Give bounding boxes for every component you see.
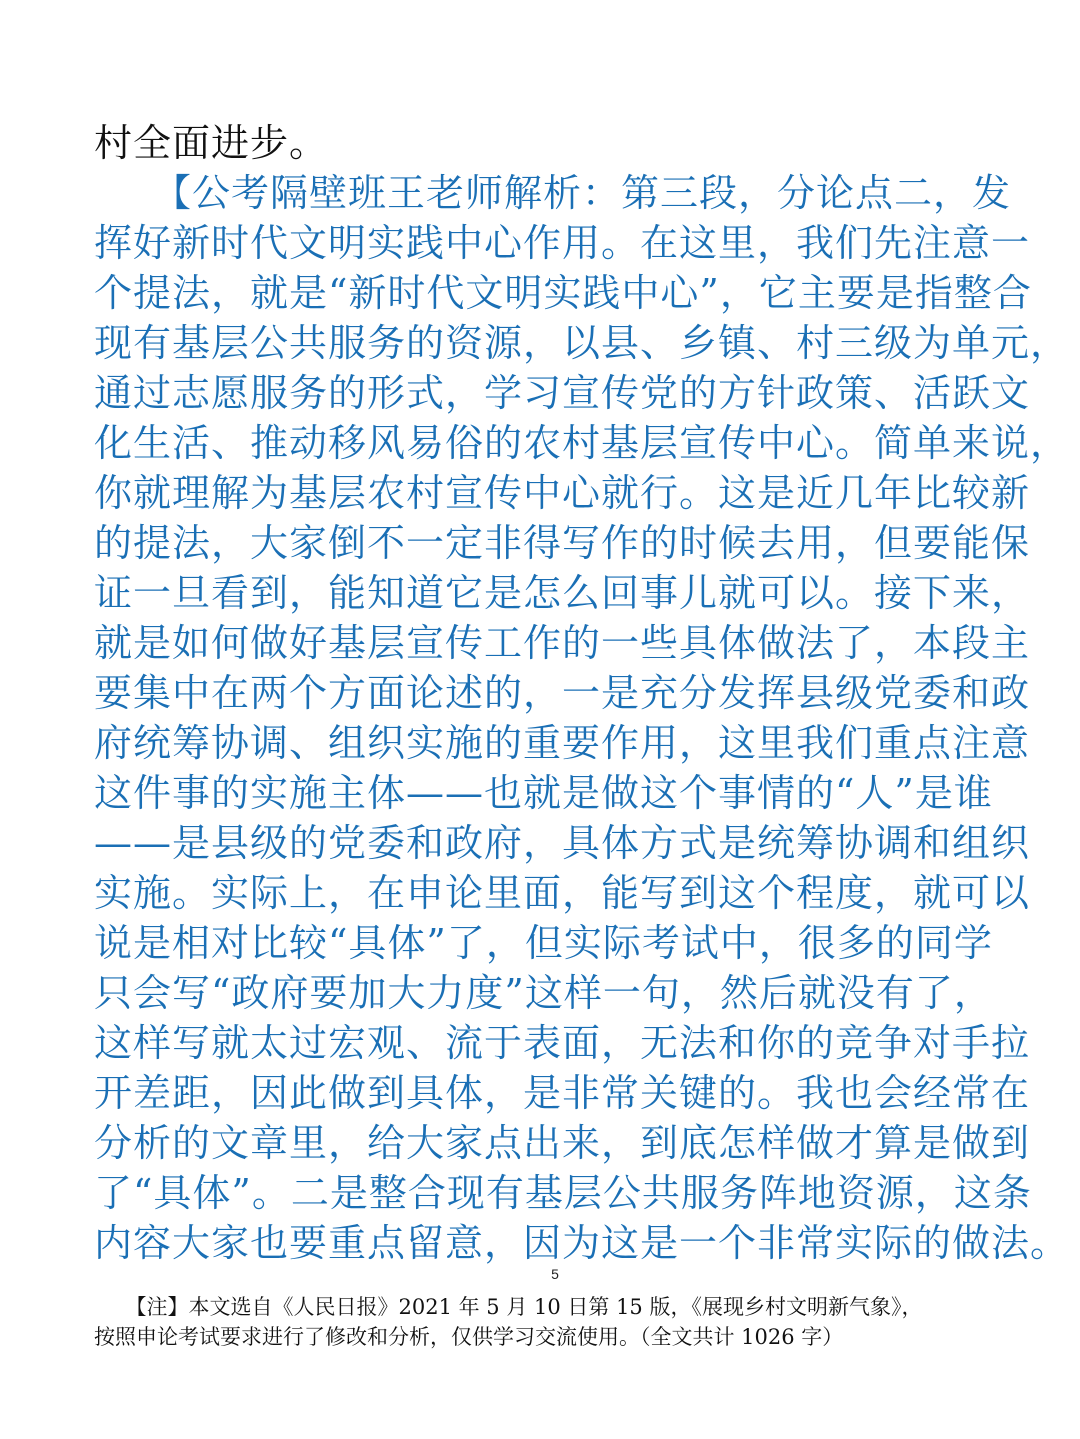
analysis-line: 府统筹协调、组织实施的重要作用，这里我们重点注意 <box>94 721 1031 765</box>
analysis-line: 的提法，大家倒不一定非得写作的时候去用，但要能保 <box>94 521 1031 565</box>
analysis-line: 实施。实际上，在申论里面，能写到这个程度，就可以 <box>94 871 1031 915</box>
analysis-line: 这样写就太过宏观、流于表面，无法和你的竞争对手拉 <box>94 1021 1031 1065</box>
analysis-line: 只会写“政府要加大力度”这样一句，然后就没有了， <box>94 971 993 1015</box>
analysis-line: 这件事的实施主体——也就是做这个事情的“人”是谁 <box>94 771 993 815</box>
page-number: 5 <box>551 1266 559 1282</box>
analysis-line: 挥好新时代文明实践中心作用。在这里，我们先注意一 <box>94 221 1031 265</box>
footnote-line: 按照申论考试要求进行了修改和分析，仅供学习交流使用。（全文共计 1026 字） <box>94 1325 844 1349</box>
analysis-line: 要集中在两个方面论述的，一是充分发挥县级党委和政 <box>94 671 1031 715</box>
body-text-line: 村全面进步。 <box>94 121 329 165</box>
analysis-line: 证一旦看到，能知道它是怎么回事儿就可以。接下来， <box>94 571 1031 615</box>
analysis-line: ——是县级的党委和政府，具体方式是统筹协调和组织 <box>94 821 1031 865</box>
analysis-line: 了“具体”。二是整合现有基层公共服务阵地资源，这条 <box>94 1171 1032 1215</box>
analysis-line: 【公考隔壁班王老师解析：第三段，分论点二，发 <box>94 171 1012 215</box>
analysis-line: 化生活、推动移风易俗的农村基层宣传中心。简单来说， <box>94 421 1070 465</box>
analysis-line: 现有基层公共服务的资源，以县、乡镇、村三级为单元， <box>94 321 1070 365</box>
analysis-line: 内容大家也要重点留意，因为这是一个非常实际的做法。 <box>94 1221 1070 1265</box>
analysis-line: 分析的文章里，给大家点出来，到底怎样做才算是做到 <box>94 1121 1031 1165</box>
analysis-line: 个提法，就是“新时代文明实践中心”，它主要是指整合 <box>94 271 1032 315</box>
analysis-line: 就是如何做好基层宣传工作的一些具体做法了，本段主 <box>94 621 1031 665</box>
analysis-line: 通过志愿服务的形式，学习宣传党的方针政策、活跃文 <box>94 371 1031 415</box>
analysis-line: 开差距，因此做到具体，是非常关键的。我也会经常在 <box>94 1071 1031 1115</box>
analysis-line: 说是相对比较“具体”了，但实际考试中，很多的同学 <box>94 921 993 965</box>
analysis-line: 你就理解为基层农村宣传中心就行。这是近几年比较新 <box>94 471 1031 515</box>
footnote-line: 【注】本文选自《人民日报》2021 年 5 月 10 日第 15 版，《展现乡村文明新气象》， <box>94 1295 923 1319</box>
